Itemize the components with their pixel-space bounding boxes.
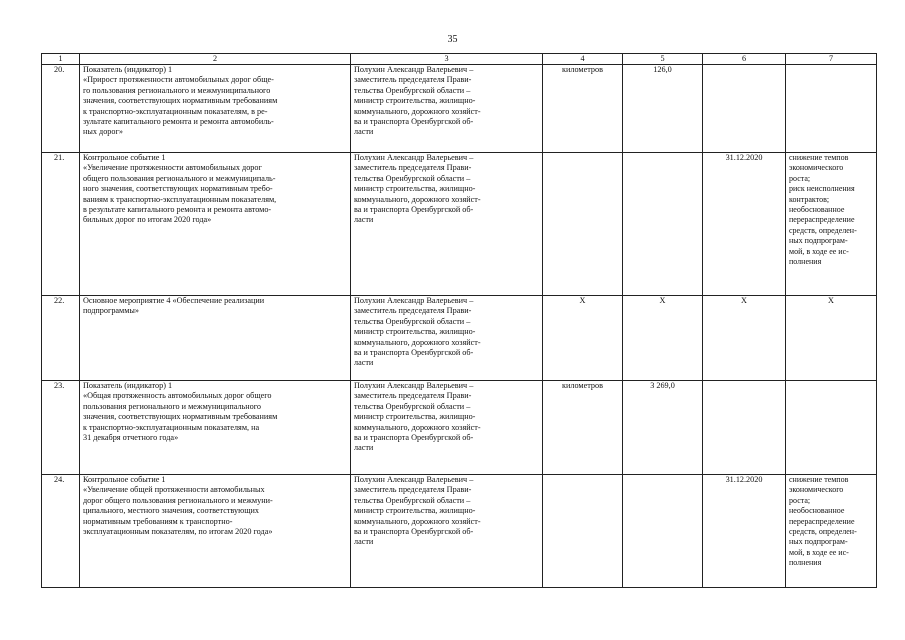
column-header: 4 [543, 54, 623, 65]
responsible-line: коммунального, дорожного хозяйст- [354, 516, 481, 526]
completion-date: 31.12.2020 [703, 475, 786, 588]
title-line: нормативным требованиям к транспортно- [83, 516, 233, 526]
responsible-line: Полухин Александр Валерьевич – [354, 153, 474, 162]
risk-line: средств, определен- [789, 225, 857, 235]
responsible-line: коммунального, дорожного хозяйст- [354, 194, 481, 204]
responsible-line: заместитель председателя Прави- [354, 163, 472, 173]
title-line: к транспортно-эксплуатационным показателям, в ре- [83, 106, 268, 116]
responsible-line: министр строительства, жилищно- [354, 506, 476, 516]
risk-line: необоснованное [789, 205, 845, 215]
column-header: 5 [623, 54, 703, 65]
risk-line: необоснованное [789, 506, 845, 516]
completion-date [703, 65, 786, 153]
risk-line: экономического [789, 485, 844, 495]
column-header: 3 [351, 54, 543, 65]
column-header: 7 [786, 54, 877, 65]
column-header: 6 [703, 54, 786, 65]
completion-date: Х [703, 296, 786, 381]
risks [786, 296, 877, 381]
responsible-line: коммунального, дорожного хозяйст- [354, 106, 481, 116]
responsible-line: Полухин Александр Валерьевич – [354, 296, 474, 305]
plan-value [623, 153, 703, 296]
row-title [80, 296, 351, 381]
risks [786, 381, 877, 475]
title-line: зультате капитального ремонта и ремонта автомобиль- [83, 117, 274, 127]
plan-value: 3 269,0 [623, 381, 703, 475]
completion-date [703, 381, 786, 475]
row-number: 20. [42, 65, 80, 153]
title-line: «Увеличение протяженности автомобильных дорог [83, 163, 262, 173]
row-number: 23. [42, 381, 80, 475]
unit-of-measure: километров [543, 65, 623, 153]
unit-of-measure [543, 153, 623, 296]
responsible-line: заместитель председателя Прави- [354, 75, 472, 85]
risk-line: перераспределение [789, 516, 855, 526]
title-line: ваниям к транспортно-эксплуатационным показателям, [83, 194, 277, 204]
title-line: эксплуатационным показателям, по итогам 2020 года» [83, 527, 273, 537]
title-line: Контрольное событие 1 [83, 475, 166, 484]
risk-line: мой, в ходе ее ис- [789, 547, 849, 557]
title-line: Контрольное событие 1 [83, 153, 166, 162]
risk-line: полнения [789, 257, 822, 267]
column-header: 2 [80, 54, 351, 65]
responsible-line: заместитель председателя Прави- [354, 391, 472, 401]
risk-line: средств, определен- [789, 527, 857, 537]
responsible-line: Полухин Александр Валерьевич – [354, 475, 474, 484]
responsible-person [351, 381, 543, 475]
title-line: в результате капитального ремонта и ремонта автомо- [83, 205, 272, 215]
title-line: «Прирост протяженности автомобильных дорог обще- [83, 75, 274, 85]
row-number: 21. [42, 153, 80, 296]
risks [786, 475, 877, 588]
row-title [80, 153, 351, 296]
responsible-line: ва и транспорта Оренбургской об- [354, 117, 474, 127]
risk-line: риск неисполнения [789, 184, 855, 194]
title-line: Показатель (индикатор) 1 [83, 65, 173, 74]
completion-date: 31.12.2020 [703, 153, 786, 296]
responsible-line: министр строительства, жилищно- [354, 412, 476, 422]
table-row [42, 381, 877, 475]
responsible-line: заместитель председателя Прави- [354, 306, 472, 316]
unit-of-measure: километров [543, 381, 623, 475]
title-line: значения, соответствующих нормативным требованиям [83, 412, 278, 422]
title-line: Основное мероприятие 4 «Обеспечение реализации [83, 296, 265, 305]
risk-line: экономического [789, 163, 844, 173]
responsible-line: ласти [354, 443, 374, 453]
row-number: 24. [42, 475, 80, 588]
risk-line: Х [828, 296, 834, 305]
row-number: 22. [42, 296, 80, 381]
row-title [80, 381, 351, 475]
responsible-line: ва и транспорта Оренбургской об- [354, 205, 474, 215]
title-line: к транспортно-эксплуатационным показателям, на [83, 422, 260, 432]
table-row [42, 65, 877, 153]
responsible-line: ласти [354, 127, 374, 137]
risks [786, 65, 877, 153]
responsible-line: коммунального, дорожного хозяйст- [354, 337, 481, 347]
responsible-line: тельства Оренбургской области – [354, 401, 471, 411]
responsible-line: Полухин Александр Валерьевич – [354, 65, 474, 74]
plan-value: Х [623, 296, 703, 381]
responsible-person [351, 296, 543, 381]
responsible-line: ласти [354, 537, 374, 547]
table-row [42, 153, 877, 296]
risk-line: роста; [789, 495, 811, 505]
responsible-line: министр строительства, жилищно- [354, 327, 476, 337]
page-number: 35 [447, 34, 458, 45]
responsible-line: тельства Оренбургской области – [354, 495, 471, 505]
responsible-line: коммунального, дорожного хозяйст- [354, 422, 481, 432]
title-line: подпрограммы» [83, 306, 140, 316]
title-line: дорог общего пользования регионального и межмуни- [83, 495, 273, 505]
column-number-row [42, 54, 877, 65]
responsible-person [351, 475, 543, 588]
responsible-line: ва и транспорта Оренбургской об- [354, 433, 474, 443]
title-line: бильных дорог по итогам 2020 года» [83, 215, 212, 225]
responsible-person [351, 153, 543, 296]
title-line: значения, соответствующих нормативным требованиям [83, 96, 278, 106]
risk-line: контрактов; [789, 194, 830, 204]
title-line: «Увеличение общей протяженности автомобильных [83, 485, 265, 495]
title-line: «Общая протяженность автомобильных дорог общего [83, 391, 272, 401]
risk-line: мой, в ходе ее ис- [789, 246, 849, 256]
unit-of-measure: Х [543, 296, 623, 381]
column-header: 1 [42, 54, 80, 65]
responsible-line: ва и транспорта Оренбургской об- [354, 348, 474, 358]
responsible-line: ва и транспорта Оренбургской об- [354, 527, 474, 537]
title-line: ципального, местного значения, соответствующих [83, 506, 259, 516]
risk-line: ных подпрограм- [789, 236, 848, 246]
title-line: ных дорог» [83, 127, 123, 137]
responsible-line: ласти [354, 215, 374, 225]
risk-line: снижение темпов [789, 153, 849, 162]
table-row [42, 296, 877, 381]
row-title [80, 65, 351, 153]
responsible-line: министр строительства, жилищно- [354, 96, 476, 106]
row-title [80, 475, 351, 588]
title-line: 31 декабря отчетного года» [83, 433, 179, 443]
responsible-line: заместитель председателя Прави- [354, 485, 472, 495]
responsible-line: тельства Оренбургской области – [354, 316, 471, 326]
risk-line: перераспределение [789, 215, 855, 225]
title-line: пользования регионального и межмуниципального [83, 401, 262, 411]
unit-of-measure [543, 475, 623, 588]
responsible-line: ласти [354, 358, 374, 368]
responsible-person [351, 65, 543, 153]
program-table [41, 53, 877, 588]
risk-line: полнения [789, 558, 822, 568]
table-row [42, 475, 877, 588]
responsible-line: Полухин Александр Валерьевич – [354, 381, 474, 390]
plan-value [623, 475, 703, 588]
title-line: го пользования регионального и межмуниципального [83, 85, 271, 95]
risk-line: ных подпрограм- [789, 537, 848, 547]
title-line: Показатель (индикатор) 1 [83, 381, 173, 390]
responsible-line: тельства Оренбургской области – [354, 85, 471, 95]
title-line: ного значения, соответствующих нормативным требо- [83, 184, 273, 194]
risk-line: снижение темпов [789, 475, 849, 484]
responsible-line: тельства Оренбургской области – [354, 173, 471, 183]
title-line: общего пользования регионального и межмуниципаль- [83, 173, 276, 183]
risk-line: роста; [789, 173, 811, 183]
risks [786, 153, 877, 296]
responsible-line: министр строительства, жилищно- [354, 184, 476, 194]
plan-value: 126,0 [623, 65, 703, 153]
